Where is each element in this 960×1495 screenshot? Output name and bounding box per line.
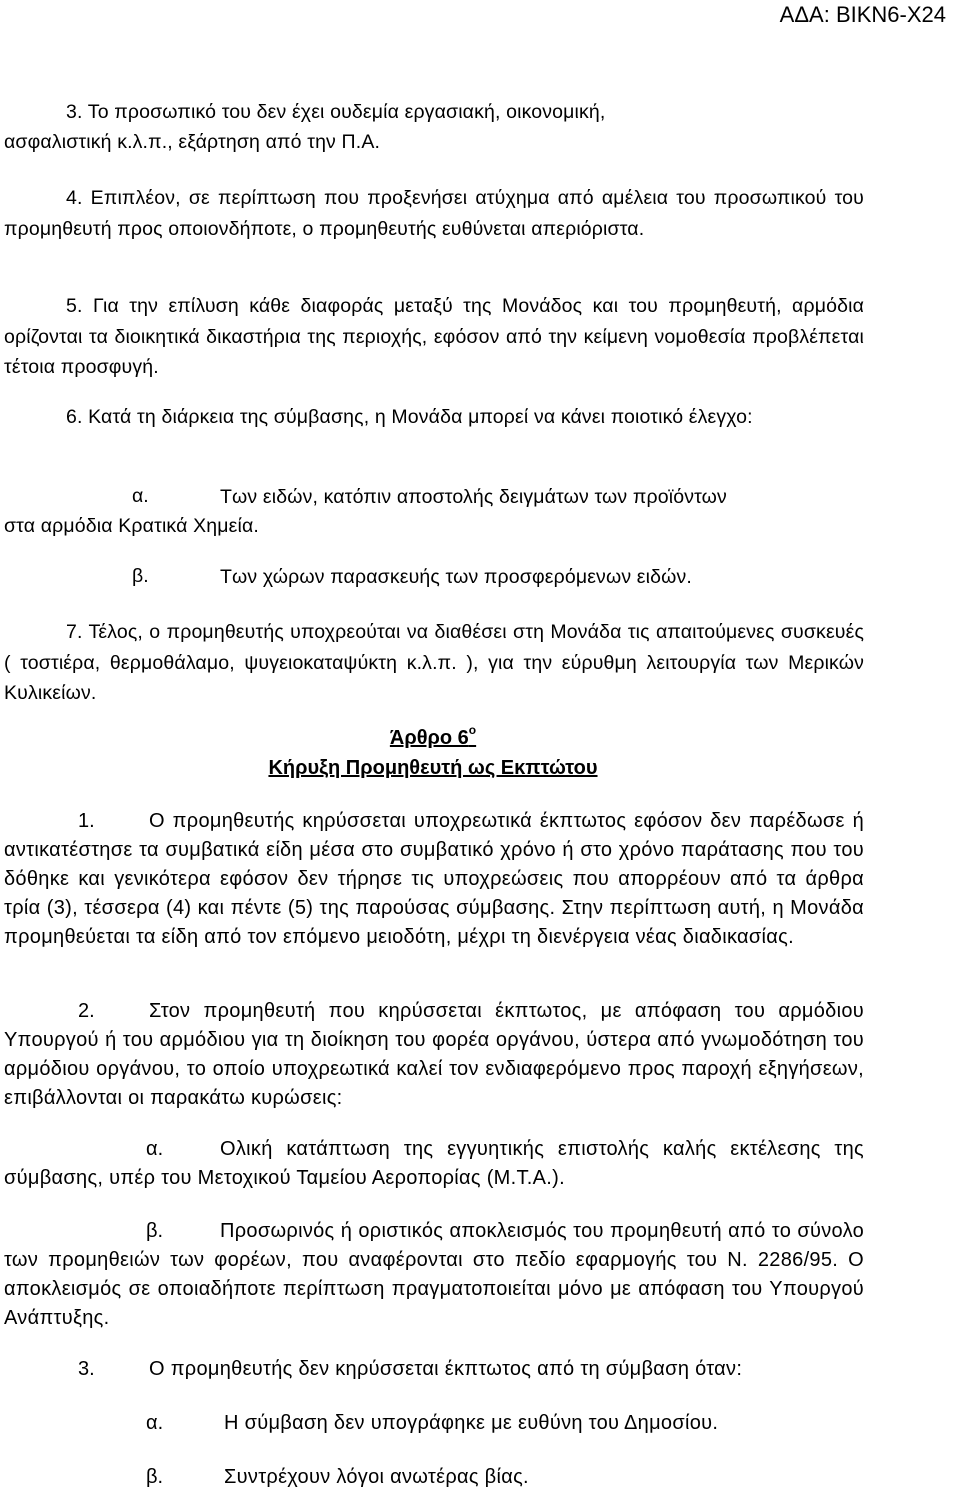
article-paragraph-3b-marker: β. bbox=[146, 1466, 164, 1488]
article-paragraph-3a: Η σύμβαση δεν υπογράφηκε με ευθύνη του Δημοσίου. bbox=[224, 1412, 719, 1434]
document-id: ΑΔΑ: ΒΙΚΝ6-Χ24 bbox=[779, 2, 946, 27]
article-paragraph-3-marker: 3. bbox=[78, 1358, 95, 1380]
article-subtitle: Κήρυξη Προμηθευτή ως Εκπτώτου bbox=[268, 757, 598, 779]
item-3-line-2: ασφαλιστική κ.λ.π., εξάρτηση από την Π.Α. bbox=[4, 131, 381, 153]
article-paragraph-3: Ο προμηθευτής δεν κηρύσσεται έκπτωτος από τη σύμβαση όταν: bbox=[149, 1358, 743, 1380]
item-3-line-1: 3. Το προσωπικό του δεν έχει ουδεμία εργασιακή, οικονομική, bbox=[66, 101, 606, 123]
article-title-text: Άρθρο 6 bbox=[389, 727, 469, 749]
item-7-paragraph: 7. Τέλος, ο προμηθευτής υποχρεούται να διαθέσει στη Μονάδα τις απαιτούμενες συσκευές ( τοστιέρα, θερμοθάλαμο, ψυγειοκαταψύκτη κ.λ.π. ), για την εύρυθμη λειτουργία των Μερικών Κυλικείων. bbox=[4, 621, 864, 704]
item-6b-marker: β. bbox=[132, 565, 149, 587]
article-paragraph-2b: Προσωρινός ή οριστικός αποκλεισμός του προμηθευτή από το σύνολο των προμηθειών των φορέων, που αναφέρονται στο πεδίο εφαρμογής του Ν. 2286/95. Ο αποκλεισμός σε οποιαδήποτε περίπτωση πραγματοποιείται μόνο με απόφαση του Υπουργού Ανάπτυξης. bbox=[4, 1220, 864, 1329]
item-6b-text: Των χώρων παρασκευής των προσφερόμενων ειδών. bbox=[220, 566, 692, 588]
item-5-paragraph: 5. Για την επίλυση κάθε διαφοράς μεταξύ της Μονάδος και του προμηθευτή, αρμόδια ορίζονται τα διοικητικά δικαστήρια της περιοχής, εφόσον από την κείμενη νομοθεσία προβλέπεται τέτοια προσφυγή. bbox=[4, 295, 864, 378]
item-6-paragraph: 6. Κατά τη διάρκεια της σύμβασης, η Μονάδα μπορεί να κάνει ποιοτικό έλεγχο: bbox=[66, 406, 753, 428]
item-4-paragraph: 4. Επιπλέον, σε περίπτωση που προξενήσει ατύχημα από αμέλεια του προσωπικού του προμηθευτή προς οποιονδήποτε, ο προμηθευτής ευθύνεται απεριόριστα. bbox=[4, 187, 864, 240]
article-title-superscript: ο bbox=[468, 723, 477, 737]
article-paragraph-2b-marker: β. bbox=[146, 1220, 164, 1242]
article-paragraph-2a: Ολική κατάπτωση της εγγυητικής επιστολής καλής εκτέλεσης της σύμβασης, υπέρ του Μετοχικού Ταμείου Αεροπορίας (Μ.Τ.Α.). bbox=[4, 1138, 864, 1189]
item-6a-text-line-2: στα αρμόδια Κρατικά Χημεία. bbox=[4, 515, 259, 537]
item-6a-text-line-1: Των ειδών, κατόπιν αποστολής δειγμάτων των προϊόντων bbox=[220, 486, 727, 508]
article-paragraph-3b: Συντρέχουν λόγοι ανωτέρας βίας. bbox=[224, 1466, 529, 1488]
article-paragraph-1: Ο προμηθευτής κηρύσσεται υποχρεωτικά έκπτωτος εφόσον δεν παρέδωσε ή αντικατέστησε τα συμβατικά είδη μέσα στο συμβατικό χρόνο ή στο χρόνο παράτασης που του δόθηκε και γενικότερα εφόσον δεν τήρησε τις υποχρεώσεις που απορρέουν από τα άρθρα τρία (3), τέσσερα (4) και πέντε (5) της παρούσας σύμβασης. Στην περίπτωση αυτή, η Μονάδα προμηθεύεται τα είδη από τον επόμενο μειοδότη, μέχρι τη διενέργεια νέας διαδικασίας. bbox=[4, 810, 864, 948]
article-paragraph-1-marker: 1. bbox=[78, 810, 95, 832]
article-paragraph-2: Στον προμηθευτή που κηρύσσεται έκπτωτος, με απόφαση του αρμόδιου Υπουργού ή του αρμόδιου για τη διοίκηση του φορέα οργάνου, ύστερα από γνωμοδότηση του αρμόδιου οργάνου, το οποίο υποχρεωτικά καλεί τον ενδιαφερόμενο προς παροχή εξηγήσεων, επιβάλλονται οι παρακάτω κυρώσεις: bbox=[4, 1000, 864, 1109]
article-paragraph-2-marker: 2. bbox=[78, 1000, 95, 1022]
article-paragraph-3a-marker: α. bbox=[146, 1412, 164, 1434]
item-6a-marker: α. bbox=[132, 485, 149, 507]
article-title bbox=[0, 724, 866, 752]
article-paragraph-2a-marker: α. bbox=[146, 1138, 164, 1160]
